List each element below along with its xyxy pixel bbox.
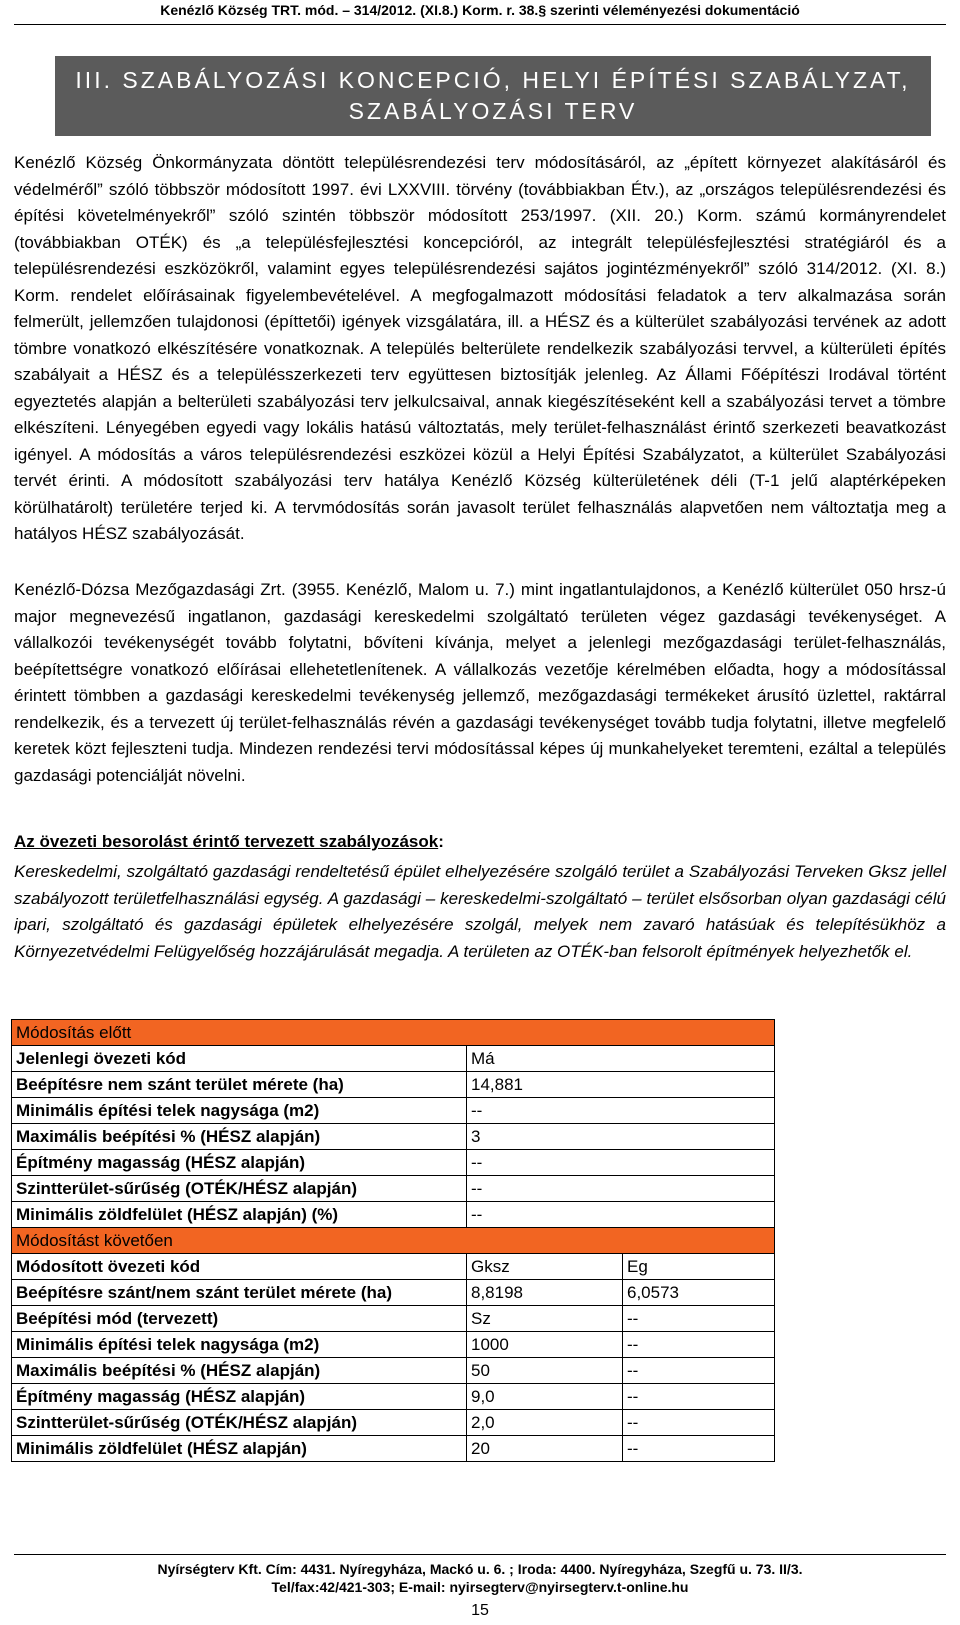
row-label: Beépítésre nem szánt terület mérete (ha) <box>12 1072 467 1098</box>
zoning-table-body <box>12 1020 775 1462</box>
row-label: Szintterület-sűrűség (OTÉK/HÉSZ alapján) <box>12 1176 467 1202</box>
row-value: 3 <box>467 1124 775 1150</box>
row-label: Beépítési mód (tervezett) <box>12 1306 467 1332</box>
row-value: -- <box>467 1150 775 1176</box>
row-label: Beépítésre szánt/nem szánt terület mérete (ha) <box>12 1280 467 1306</box>
section-before <box>12 1020 775 1046</box>
regulation-heading-text: Az övezeti besorolást érintő tervezett szabályozások <box>14 832 439 851</box>
running-header: Kenézlő Község TRT. mód. – 314/2012. (XI.8.) Korm. r. 38.§ szerinti véleményezési dokumentáció <box>160 2 800 18</box>
table-row <box>12 1280 775 1306</box>
row-label: Minimális építési telek nagysága (m2) <box>12 1332 467 1358</box>
table-row <box>12 1176 775 1202</box>
row-value-eg: Eg <box>623 1254 775 1280</box>
paragraph-owner: Kenézlő-Dózsa Mezőgazdasági Zrt. (3955. Kenézlő, Malom u. 7.) mint ingatlantulajdonos, a Kenézlő külterület 050 hrsz-ú major megnevezésű ingatlanon, gazdasági kereskedelmi szolgáltató területen végez gazdasági tevékenységet. A vállalkozói tevékenységét tovább folytatni, bővíteni kívánja, melyet a jelenlegi mezőgazdasági terület-felhasználás, beépítettségre vonatkozó előírásai ellehetetlenítenek. A vállalkozás vezetője kérelmében előadta, hogy a módosítással érintett tömbben a gazdasági kereskedelmi tevékenység jellemző, mezőgazdasági termékeket árusító üzlettel, raktárral rendelkezik, és a tervezett új terület-felhasználás révén a gazdasági tevékenységet tovább tudja folytatni, illetve megfelelő keretek közt fejleszteni tudja. Mindezen rendezési tervi módosítással képes új munkahelyeket teremteni, ezáltal a település gazdasági potenciálját növelni. <box>14 580 946 785</box>
section-title-line2: SZABÁLYOZÁSI TERV <box>348 98 638 124</box>
table-row <box>12 1384 775 1410</box>
row-value-gksz: Gksz <box>467 1254 623 1280</box>
row-value-eg: -- <box>623 1306 775 1332</box>
row-label: Építmény magasság (HÉSZ alapján) <box>12 1150 467 1176</box>
table-row <box>12 1332 775 1358</box>
row-value-eg: -- <box>623 1384 775 1410</box>
regulation-heading <box>14 832 444 852</box>
table-row <box>12 1072 775 1098</box>
row-label: Minimális zöldfelület (HÉSZ alapján) (%) <box>12 1202 467 1228</box>
regulation-heading-colon: : <box>438 832 444 851</box>
row-label: Maximális beépítési % (HÉSZ alapján) <box>12 1124 467 1150</box>
row-value-eg: 6,0573 <box>623 1280 775 1306</box>
row-value-gksz: 9,0 <box>467 1384 623 1410</box>
section-after-label: Módosítást követően <box>12 1228 775 1254</box>
row-value-gksz: 2,0 <box>467 1410 623 1436</box>
row-value-gksz: 50 <box>467 1358 623 1384</box>
section-before-label: Módosítás előtt <box>12 1020 775 1046</box>
zoning-table <box>11 1019 775 1462</box>
row-value: -- <box>467 1098 775 1124</box>
row-value-eg: -- <box>623 1436 775 1462</box>
row-value-eg: -- <box>623 1332 775 1358</box>
section-after <box>12 1228 775 1254</box>
row-label: Módosított övezeti kód <box>12 1254 467 1280</box>
footer-contact: Tel/fax:42/421-303; E-mail: nyirsegterv@nyirsegterv.t-online.hu <box>271 1579 689 1595</box>
table-row <box>12 1150 775 1176</box>
section-title-line1: III. SZABÁLYOZÁSI KONCEPCIÓ, HELYI ÉPÍTÉSI SZABÁLYZAT, <box>75 67 911 93</box>
row-label: Minimális zöldfelület (HÉSZ alapján) <box>12 1436 467 1462</box>
header-rule <box>14 24 946 25</box>
row-value: -- <box>467 1176 775 1202</box>
footer-address: Nyírségterv Kft. Cím: 4431. Nyíregyháza, Mackó u. 6. ; Iroda: 4400. Nyíregyháza, Szegfű u. 73. II/3. <box>157 1561 803 1577</box>
regulation-italic-text: Kereskedelmi, szolgáltató gazdasági rendeltetésű épület elhelyezésére szolgáló terület a Szabályozási Terveken Gksz jellel szabályozott területfelhasználási egység. A gazdasági – kereskedelmi-szolgáltató – terület elsősorban olyan gazdasági célú ipari, szolgáltató és gazdasági épületek elhelyezésére szolgál, melyek nem zavaró hatásúak és telepítésükhöz a Környezetvédelmi Felügyelőség hozzájárulását megadja. A területen az OTÉK-ban felsorolt építmények helyezhetők el. <box>14 862 946 961</box>
row-value: Má <box>467 1046 775 1072</box>
table-row <box>12 1410 775 1436</box>
row-value-gksz: 20 <box>467 1436 623 1462</box>
row-label: Jelenlegi övezeti kód <box>12 1046 467 1072</box>
table-row <box>12 1254 775 1280</box>
footer-rule <box>14 1554 946 1555</box>
table-row <box>12 1436 775 1462</box>
table-row <box>12 1358 775 1384</box>
row-value-eg: -- <box>623 1358 775 1384</box>
page-number: 15 <box>471 1602 489 1619</box>
paragraph-intro: Kenézlő Község Önkormányzata döntött településrendezési terv módosításáról, az „épített környezet alakításáról és védelméről” szóló többször módosított 1997. évi LXXVIII. törvény (továbbiakban Étv.), az „országos településrendezési és építési követelményekről” szóló szintén többször módosított 253/1997. (XII. 20.) Korm. számú kormányrendelet (továbbiakban OTÉK) és „a településfejlesztési koncepcióról, az integrált településfejlesztési stratégiáról és a településrendezési eszközökről, valamint egyes településrendezési sajátos jogintézményekről” szóló 314/2012. (XI. 8.) Korm. rendelet előírásainak figyelembevételével. A megfogalmazott módosítási feladatok a terv alkalmazása során felmerült, jellemzően tulajdonosi (építtetői) igények vizsgálatára, ill. a HÉSZ és a külterület szabályozási tervének az adott tömbre vonatkozó elkészítésére vonatkoznak. A település belterülete rendelkezik szabályozási tervvel, a külterületi építés szabályait a HÉSZ és a településszerkezeti terv együttesen biztosítják jelenleg. Az Állami Főépítészi Irodával történt egyeztetés alapján a belterületi szabályozási terv jelkulcsaival, annak kiegészítéseként kell a szabályozási tervet a tömbre elkészíteni. Lényegében egyedi vagy lokális hatású változtatás, mely terület-felhasználást érintő szerkezeti beavatkozást igényel. A módosítás a város településrendezési eszközei közül a Helyi Építési Szabályzatot, a külterület Szabályozási tervét érinti. A módosított szabályozási terv hatálya Kenézlő Község külterületének déli (T-1 jelű alaptérképeken körülhatárolt) területére terjed ki. A tervmódosítás során javasolt terület felhasználás alapvetően nem változtatja meg a hatályos HÉSZ szabályozását. <box>14 153 946 543</box>
table-row <box>12 1098 775 1124</box>
row-value: -- <box>467 1202 775 1228</box>
row-label: Építmény magasság (HÉSZ alapján) <box>12 1384 467 1410</box>
row-value-gksz: 8,8198 <box>467 1280 623 1306</box>
row-value: 14,881 <box>467 1072 775 1098</box>
row-value-eg: -- <box>623 1410 775 1436</box>
table-row <box>12 1202 775 1228</box>
row-label: Minimális építési telek nagysága (m2) <box>12 1098 467 1124</box>
row-value-gksz: Sz <box>467 1306 623 1332</box>
section-title-box <box>55 56 931 136</box>
table-row <box>12 1046 775 1072</box>
row-label: Maximális beépítési % (HÉSZ alapján) <box>12 1358 467 1384</box>
table-row <box>12 1306 775 1332</box>
row-label: Szintterület-sűrűség (OTÉK/HÉSZ alapján) <box>12 1410 467 1436</box>
row-value-gksz: 1000 <box>467 1332 623 1358</box>
table-row <box>12 1124 775 1150</box>
